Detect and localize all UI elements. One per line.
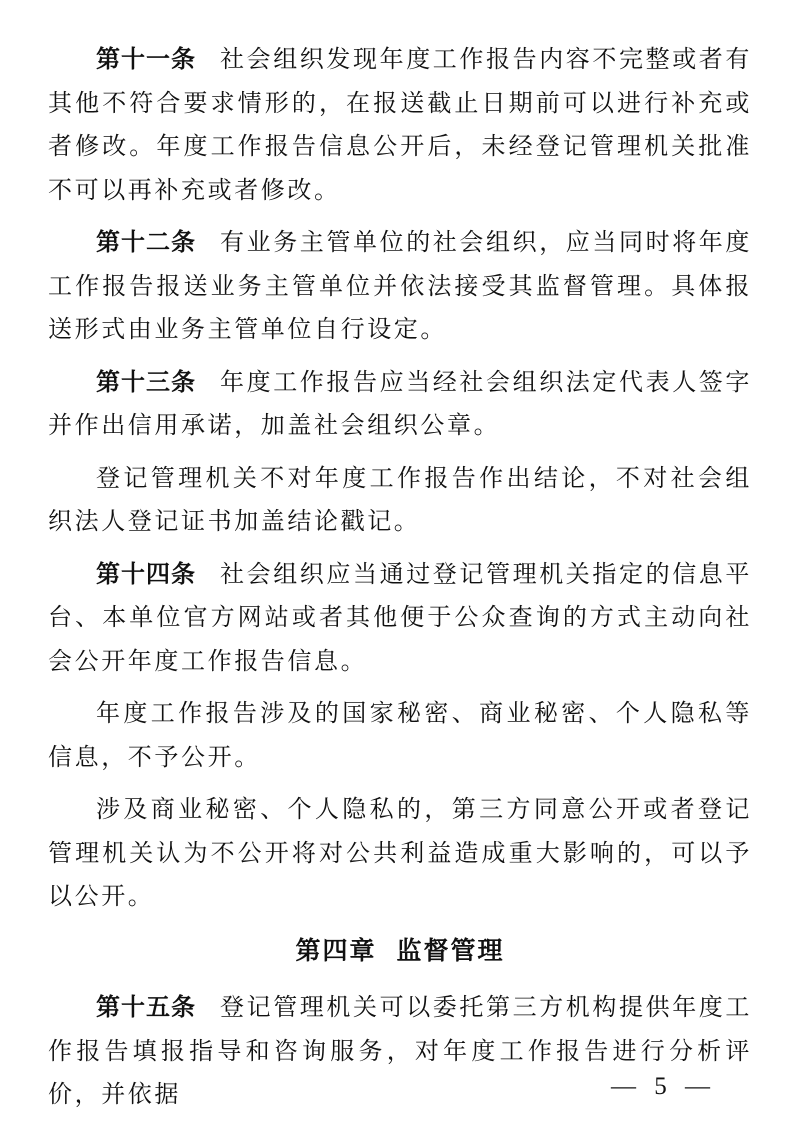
article-label: 第十一条	[96, 45, 196, 73]
article-label: 第十四条	[96, 559, 196, 588]
article-11	[48, 38, 752, 212]
article-12	[48, 221, 752, 352]
chapter-number: 第四章	[295, 935, 377, 965]
article-14-paragraph-2: 年度工作报告涉及的国家秘密、商业秘密、个人隐私等信息，不予公开。	[48, 699, 752, 771]
article-text: 社会组织发现年度工作报告内容不完整或者有其他不符合要求情形的，在报送截止日期前可以进行补充或者修改。年度工作报告信息公开后，未经登记管理机关批准不可以再补充或者修改。	[48, 45, 752, 204]
article-13	[48, 361, 752, 448]
document-page	[48, 38, 752, 1126]
article-13-paragraph-2: 登记管理机关不对年度工作报告作出结论，不对社会组织法人登记证书加盖结论戳记。	[48, 463, 752, 535]
article-text: 社会组织应当通过登记管理机关指定的信息平台、本单位官方网站或者其他便于公众查询的方式主动向社会公开年度工作报告信息。	[48, 559, 752, 675]
article-text: 有业务主管单位的社会组织，应当同时将年度工作报告报送业务主管单位并依法接受其监督管理。具体报送形式由业务主管单位自行设定。	[48, 228, 752, 343]
article-text: 年度工作报告应当经社会组织法定代表人签字并作出信用承诺，加盖社会组织公章。	[48, 367, 752, 439]
article-text: 登记管理机关可以委托第三方机构提供年度工作报告填报指导和咨询服务，对年度工作报告进行分析评价，并依据	[48, 993, 752, 1108]
chapter-title: 监督管理	[396, 935, 505, 965]
article-label: 第十五条	[96, 993, 196, 1021]
chapter-heading	[48, 929, 752, 973]
article-14-paragraph-3: 涉及商业秘密、个人隐私的，第三方同意公开或者登记管理机关认为不公开将对公共利益造成重大影响的，可以予以公开。	[48, 795, 752, 910]
page-number: — 5 —	[611, 1073, 716, 1100]
article-label: 第十二条	[96, 228, 196, 256]
article-14	[48, 553, 752, 684]
article-label: 第十三条	[96, 367, 196, 396]
